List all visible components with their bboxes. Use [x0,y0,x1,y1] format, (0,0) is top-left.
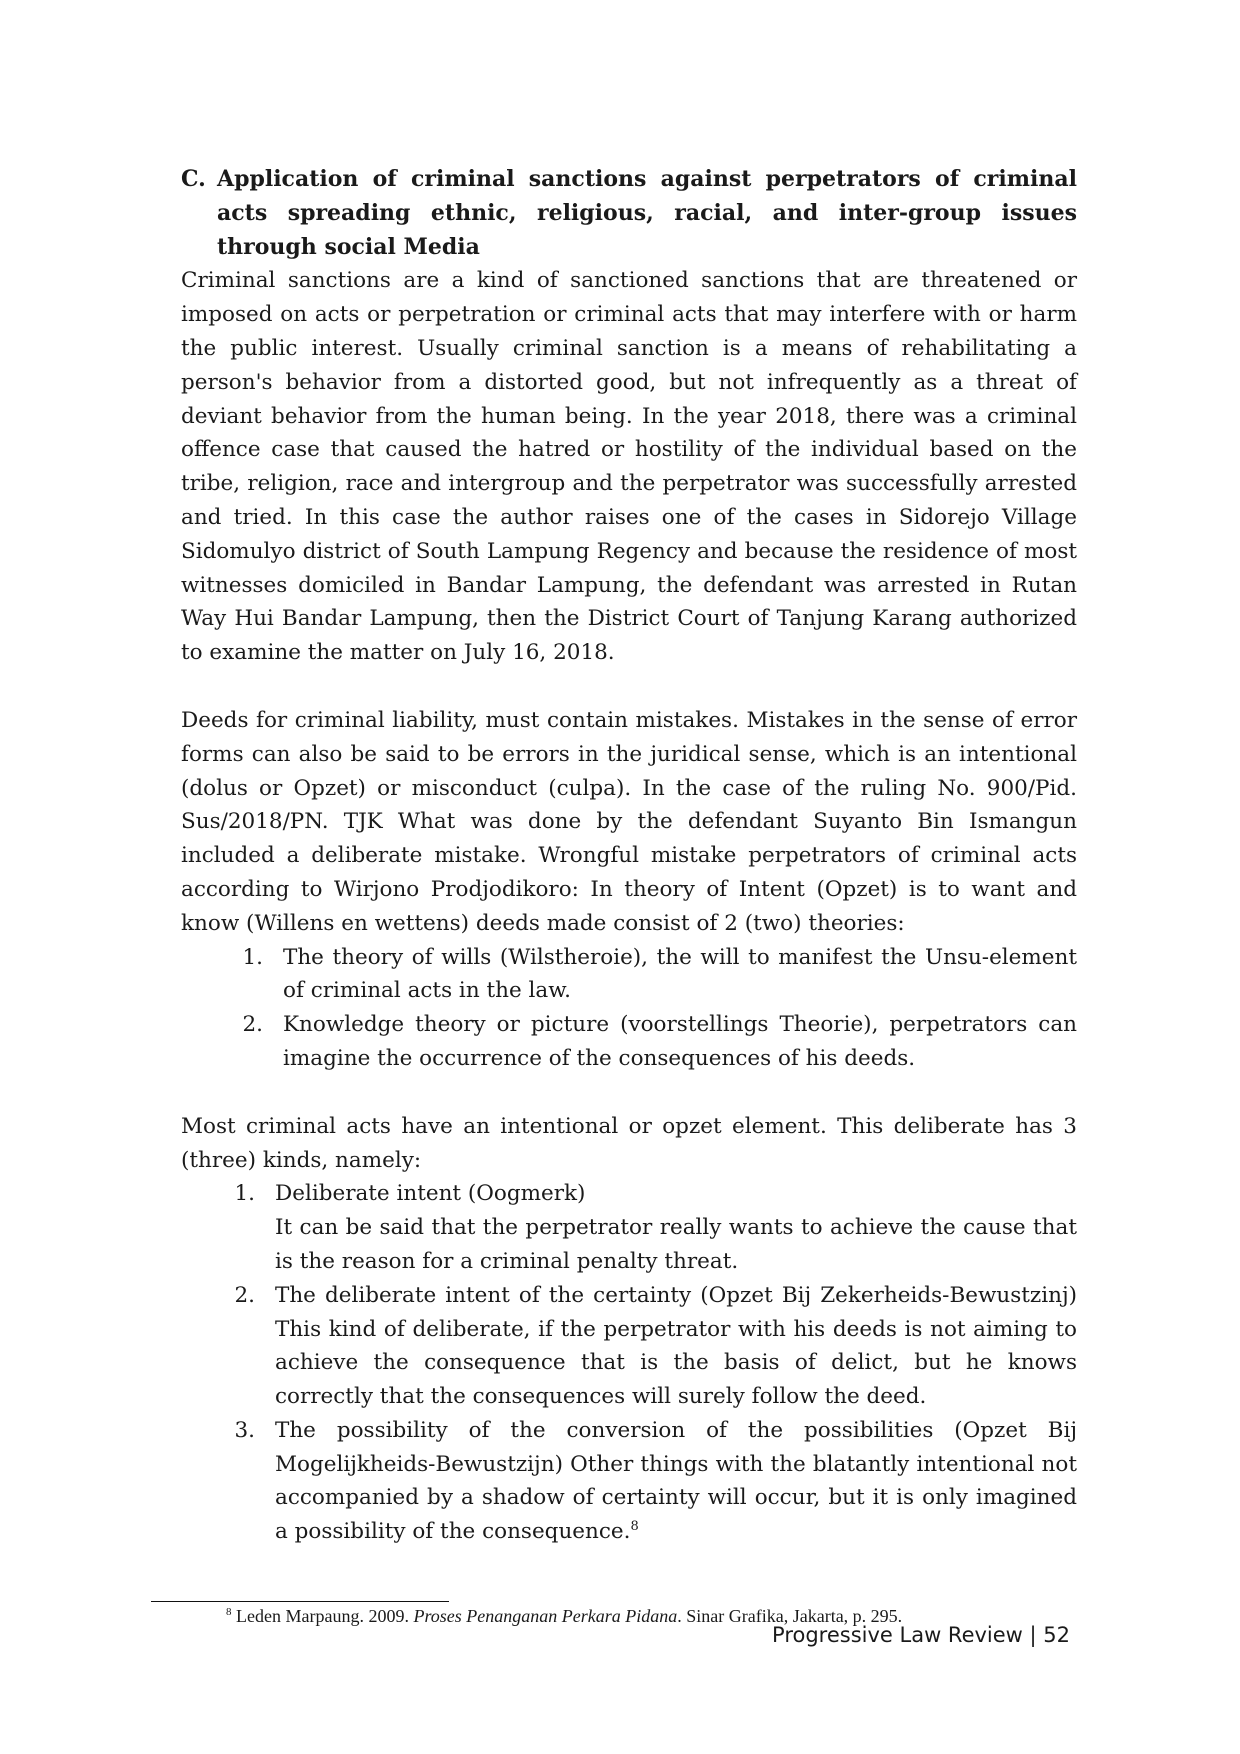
section-heading [181,163,1077,264]
page-footer: Progressive Law Review | 52 [772,1623,1070,1647]
list-text: The theory of wills (Wilstheroie), the will to manifest the Unsu-element of criminal acts in the law. [283,944,1077,1004]
list-number: 2. [242,1012,263,1038]
theories-list [181,941,1077,1076]
deliberate-kinds-list [181,1177,1077,1549]
footnote-reference[interactable]: 8 [630,1519,639,1535]
list-text: The possibility of the conversion of the possibilities (Opzet Bij Mogelijkheids-Bewustzijn) Other things with the blatantly intentional not accompanied by a shadow of certainty will occur, but it is only imagined a possibility of the consequence. [275,1417,1077,1545]
footnote-divider [151,1601,449,1602]
list-number: 2. [234,1282,255,1308]
list-text: It can be said that the perpetrator really wants to achieve the cause that is the reason for a criminal penalty threat. [275,1215,1077,1274]
list-item [215,1177,1077,1278]
section-letter: C. [181,166,206,192]
article-body [181,163,1077,1549]
footnote-number: 8 [226,1606,232,1618]
section-title: Application of criminal sanctions against perpetrators of criminal acts spreading ethnic, religious, racial, and inter-group issues through social Media [217,166,1077,260]
list-number: 1. [234,1181,255,1207]
list-title: Deliberate intent (Oogmerk) [275,1181,586,1207]
paragraph-2: Deeds for criminal liability, must contain mistakes. Mistakes in the sense of error forms can also be said to be errors in the juridical sense, which is an intentional (dolus or Opzet) or misconduct (culpa). In the case of the ruling No. 900/Pid. Sus/2018/PN. TJK What was done by the defendant Suyanto Bin Ismangun included a deliberate mistake. Wrongful mistake perpetrators of criminal acts according to Wirjono Prodjodikoro: In theory of Intent (Opzet) is to want and know (Willens en wettens) deeds made consist of 2 (two) theories: [181,707,1077,936]
list-number: 3. [234,1417,255,1443]
list-text: The deliberate intent of the certainty (Opzet Bij Zekerheids-Bewustzinj) This kind of deliberate, if the perpetrator with his deeds is not aiming to achieve the consequence that is the basis of delict, but he knows correctly that the consequences will surely follow the deed. [275,1282,1077,1410]
footnote-publisher: . Sinar Grafika, Jakarta, p. 295. [677,1606,903,1626]
paragraph-3: Most criminal acts have an intentional or opzet element. This deliberate has 3 (three) kinds, namely: [181,1113,1077,1173]
list-item [215,1279,1077,1414]
paragraph-1: Criminal sanctions are a kind of sanctioned sanctions that are threatened or imposed on acts or perpetration or criminal acts that may interfere with or harm the public interest. Usually criminal sanction is a means of rehabilitating a person's behavior from a distorted good, but not infrequently as a threat of deviant behavior from the human being. In the year 2018, there was a criminal offence case that caused the hatred or hostility of the individual based on the tribe, religion, race and intergroup and the perpetrator was successfully arrested and tried. In this case the author raises one of the cases in Sidorejo Village Sidomulyo district of South Lampung Regency and because the residence of most witnesses domiciled in Bandar Lampung, the defendant was arrested in Rutan Way Hui Bandar Lampung, then the District Court of Tanjung Karang authorized to examine the matter on July 16, 2018. [181,268,1077,666]
list-text: Knowledge theory or picture (voorstellings Theorie), perpetrators can imagine the occurrence of the consequences of his deeds. [283,1012,1077,1071]
list-item [223,1008,1077,1076]
list-number: 1. [242,944,263,970]
list-item [223,941,1077,1009]
footnote-author: Leden Marpaung. 2009. [236,1606,414,1626]
footnote-book-title: Proses Penanganan Perkara Pidana [413,1606,678,1626]
list-item [215,1414,1077,1549]
